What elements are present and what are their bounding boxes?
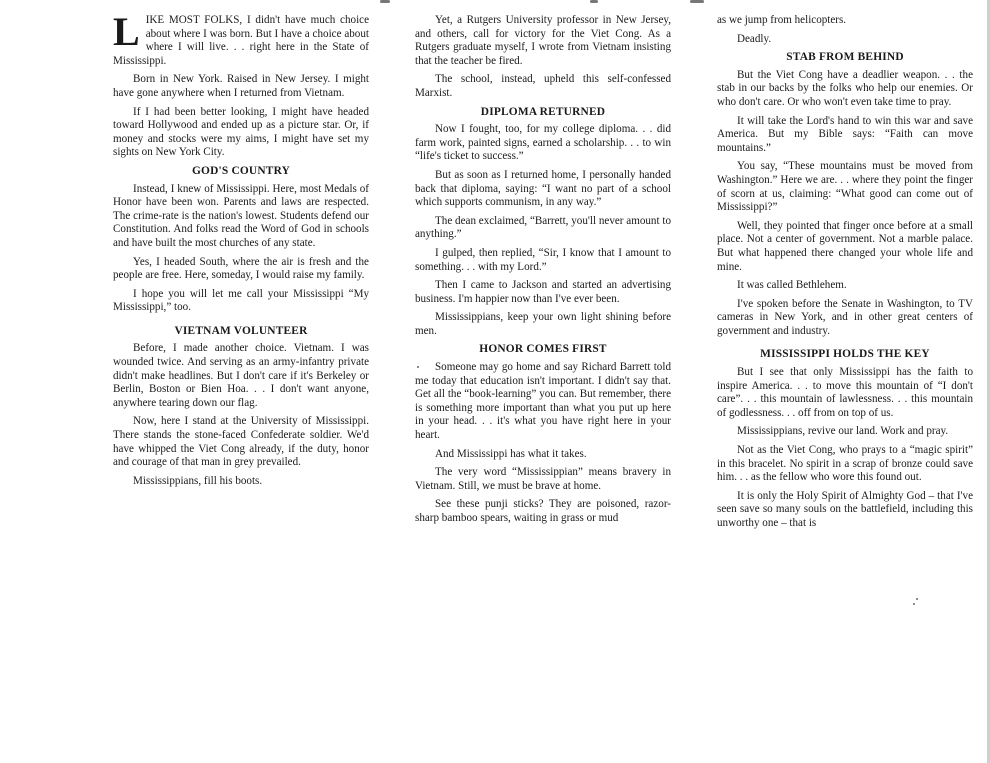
print-mark: [380, 0, 390, 3]
body-paragraph: Mississippians, fill his boots.: [133, 474, 263, 487]
body-paragraph: It will take the Lord's hand to win this war and save America. But my Bible says: “Faith can move mountains.”: [717, 114, 973, 154]
body-paragraph: Well, they pointed that finger once before at a small place. Not a center of government. Not a marble palace. But what happened there changed your whole life and mine.: [717, 219, 973, 273]
body-paragraph: Before, I made another choice. Vietnam. I was wounded twice. And serving as an army-infantry private didn't make headlines. But I don't care if it's Berkeley or Berlin, Boston or Bien Hoa. . . I don't want anyone, anywhere tearing down our flag.: [113, 342, 369, 409]
body-paragraph: The very word “Mississippian” means bravery in Vietnam. Still, we must be brave at home.: [415, 466, 671, 492]
intro-paragraph: [113, 9, 369, 68]
print-mark: [690, 0, 704, 3]
text-column-2: [415, 14, 671, 531]
body-paragraph: Deadly.: [737, 32, 772, 45]
section-heading: GOD'S COUNTRY: [191, 164, 291, 177]
body-paragraph: But as soon as I returned home, I personally handed back that diploma, saying: “I want no part of a school which supports communism, in any way.”: [415, 168, 671, 209]
body-paragraph: You say, “These mountains must be moved from Washington.” Here we are. . . where they point the finger of scorn at us, claiming: “What good can come out of Mississippi?”: [717, 160, 973, 214]
body-paragraph: But I see that only Mississippi has the faith to inspire America. . . to move this mountain of “I don't care”. . . this mountain of lawlessness. . . this mountain of godlessness. . . off from on top of us.: [717, 366, 973, 419]
body-paragraph: The school, instead, upheld this self-confessed Marxist.: [415, 73, 671, 99]
body-paragraph: See these punji sticks? They are poisoned, razor-sharp bamboo spears, waiting in grass or mud: [415, 498, 671, 524]
text-column-3: [717, 14, 973, 536]
body-paragraph: Yes, I headed South, where the air is fresh and the people are free. Here, someday, I would raise my family.: [113, 255, 369, 282]
body-paragraph: Mississippians, revive our land. Work and pray.: [737, 425, 949, 438]
print-speck: [417, 366, 419, 368]
body-paragraph: If I had been better looking, I might have headed toward Hollywood and ended up as a picture star. Or, if money and stocks were my aims, I might have set my sights on New York City.: [113, 105, 369, 159]
body-paragraph: Instead, I knew of Mississippi. Here, most Medals of Honor have been won. Parents and laws are respected. The crime-rate is the nation's lowest. Students defend our Constitution. And folks read the Word of God in schools and have built the most churches of any state.: [113, 182, 369, 249]
body-paragraph: Born in New York. Raised in New Jersey. I might have gone anywhere when I returned from Vietnam.: [113, 73, 369, 99]
body-paragraph: And Mississippi has what it takes.: [435, 447, 587, 460]
print-speck: [916, 598, 918, 600]
section-heading: DIPLOMA RETURNED: [480, 105, 606, 118]
body-paragraph: It is only the Holy Spirit of Almighty God – that I've seen save so many souls on the battlefield, including this unworthy one – that is: [717, 489, 973, 529]
body-paragraph: I've spoken before the Senate in Washington, to TV cameras in New York, and in other great centers of government and industry.: [717, 297, 973, 337]
body-paragraph: Mississippians, keep your own light shining before men.: [415, 311, 671, 337]
section-heading: STAB FROM BEHIND: [786, 51, 904, 64]
intro-text: IKE MOST FOLKS, I didn't have much choice about where I was born. But I have a choice about where I will live. . . right here in the State of Mississippi.: [113, 14, 369, 67]
body-paragraph: Not as the Viet Cong, who prays to a “magic spirit” in this bracelet. No spirit in a scrap of bronze could save him. . . as the fellow who wore this found out.: [717, 444, 973, 484]
body-paragraph: I gulped, then replied, “Sir, I know that I amount to something. . . with my Lord.”: [415, 246, 671, 273]
body-paragraph: Yet, a Rutgers University professor in New Jersey, and others, call for victory for the Viet Cong. As a Rutgers graduate myself, I wrote from Vietnam insisting that the teacher be fired.: [415, 14, 671, 67]
body-paragraph: Then I came to Jackson and started an advertising business. I'm happier now than I've ever been.: [415, 279, 671, 305]
text-column-1: [113, 9, 369, 493]
body-paragraph: But the Viet Cong have a deadlier weapon. . . the stab in our backs by the folks who help our enemies. Or who don't care. Or who won't even take time to pray.: [717, 68, 973, 108]
continued-line: as we jump from helicopters.: [717, 14, 847, 26]
section-heading: HONOR COMES FIRST: [479, 343, 607, 356]
body-paragraph: The dean exclaimed, “Barrett, you'll never amount to anything.”: [415, 214, 671, 241]
body-paragraph: I hope you will let me call your Mississippi “My Mississippi,” too.: [113, 287, 369, 314]
body-paragraph: It was called Bethlehem.: [737, 279, 847, 292]
body-paragraph: Now, here I stand at the University of Mississippi. There stands the stone-faced Confederate soldier. We'd have whipped the Viet Cong already, if the duty, honor and courage of that man in grey prevailed.: [113, 415, 369, 469]
top-edge-marks: [0, 0, 990, 8]
section-heading: MISSISSIPPI HOLDS THE KEY: [760, 348, 930, 361]
drop-cap: L: [113, 9, 140, 54]
print-speck: [913, 603, 915, 605]
body-paragraph: Someone may go home and say Richard Barrett told me today that education isn't important. I didn't say that. Get all the “book-learning” you can. But remember, there is something more important than what you put up here in your head. . . it's what you have right here in your heart.: [415, 361, 671, 442]
section-heading: VIETNAM VOLUNTEER: [174, 324, 308, 337]
print-mark: [590, 0, 598, 3]
body-paragraph: Now I fought, too, for my college diploma. . . did farm work, painted signs, earned a scholarship. . . to win “life's ticket to success.”: [415, 123, 671, 163]
